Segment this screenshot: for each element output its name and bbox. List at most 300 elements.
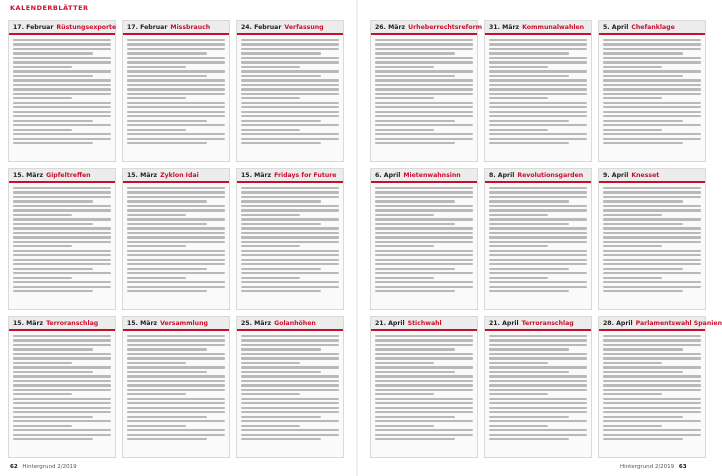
text-line	[13, 416, 93, 418]
text-line	[603, 57, 701, 59]
text-line	[13, 70, 111, 72]
text-line	[375, 75, 455, 77]
card-header	[9, 317, 115, 331]
text-line	[489, 102, 587, 104]
text-line	[13, 52, 93, 54]
text-line	[489, 75, 569, 77]
text-line	[241, 205, 339, 207]
text-line	[13, 227, 111, 229]
card-body-text	[599, 35, 705, 144]
text-line	[241, 434, 339, 436]
text-line	[13, 75, 93, 77]
text-line	[603, 200, 683, 202]
text-line	[489, 187, 587, 189]
text-line	[241, 411, 339, 413]
card-topic: Missbrauch	[170, 23, 211, 31]
card-topic: Chefanklage	[631, 23, 675, 31]
text-line	[489, 380, 587, 382]
text-line	[241, 120, 321, 122]
text-line	[127, 218, 225, 220]
text-line	[241, 348, 321, 350]
card-date: 17. Februar	[13, 23, 54, 31]
text-line	[489, 43, 587, 45]
text-line	[375, 111, 473, 113]
text-line	[13, 250, 111, 252]
text-line	[13, 124, 111, 126]
text-line	[489, 115, 587, 117]
card-header	[123, 169, 229, 183]
text-line	[241, 272, 339, 274]
text-line	[603, 236, 701, 238]
calendar-card	[122, 20, 230, 162]
text-line	[241, 232, 339, 234]
text-line	[13, 218, 111, 220]
text-line	[241, 115, 339, 117]
text-line	[489, 434, 587, 436]
text-line	[489, 88, 587, 90]
text-line	[241, 281, 339, 283]
card-date: 21. April	[375, 319, 405, 327]
text-line	[127, 39, 225, 41]
text-line	[489, 61, 587, 63]
text-line	[375, 393, 434, 395]
card-topic: Terroranschlag	[521, 319, 574, 327]
text-line	[127, 129, 186, 131]
text-line	[375, 205, 473, 207]
text-line	[603, 39, 701, 41]
text-line	[127, 335, 225, 337]
text-line	[489, 124, 587, 126]
text-line	[241, 223, 321, 225]
text-line	[241, 97, 300, 99]
card-header	[599, 21, 705, 35]
text-line	[241, 39, 339, 41]
text-line	[603, 425, 662, 427]
text-line	[375, 88, 473, 90]
text-line	[603, 366, 701, 368]
text-line	[603, 232, 701, 234]
text-line	[489, 241, 587, 243]
text-line	[13, 102, 111, 104]
card-body-text	[371, 183, 477, 292]
calendar-card	[598, 168, 706, 310]
text-line	[241, 124, 339, 126]
text-line	[375, 102, 473, 104]
card-body-text	[485, 331, 591, 440]
text-line	[13, 79, 111, 81]
text-line	[13, 339, 111, 341]
text-line	[13, 411, 111, 413]
text-line	[375, 39, 473, 41]
text-line	[127, 43, 225, 45]
text-line	[127, 66, 186, 68]
text-line	[375, 339, 473, 341]
text-line	[241, 384, 339, 386]
page-gutter	[356, 0, 358, 476]
text-line	[241, 277, 300, 279]
text-line	[13, 191, 111, 193]
text-line	[489, 214, 548, 216]
text-line	[489, 111, 587, 113]
text-line	[13, 371, 93, 373]
text-line	[13, 290, 93, 292]
text-line	[489, 268, 569, 270]
text-line	[127, 120, 207, 122]
text-line	[241, 102, 339, 104]
text-line	[13, 196, 111, 198]
card-date: 25. März	[241, 319, 272, 327]
text-line	[13, 66, 72, 68]
text-line	[13, 272, 111, 274]
text-line	[375, 97, 434, 99]
text-line	[375, 420, 473, 422]
text-line	[127, 124, 225, 126]
text-line	[603, 218, 701, 220]
calendar-card	[370, 168, 478, 310]
text-line	[603, 223, 683, 225]
text-line	[489, 106, 587, 108]
text-line	[241, 196, 339, 198]
text-line	[603, 245, 662, 247]
text-line	[489, 236, 587, 238]
card-header	[237, 21, 343, 35]
card-date: 9. April	[603, 171, 629, 179]
card-date: 17. Februar	[127, 23, 168, 31]
card-body-text	[123, 35, 229, 144]
text-line	[489, 70, 587, 72]
text-line	[603, 70, 701, 72]
text-line	[375, 286, 473, 288]
text-line	[375, 438, 455, 440]
text-line	[489, 52, 569, 54]
text-line	[603, 348, 683, 350]
text-line	[603, 259, 701, 261]
section-header: KALENDERBLÄTTER	[10, 4, 89, 12]
card-header	[123, 21, 229, 35]
text-line	[241, 133, 339, 135]
card-topic: Mietenwahnsinn	[403, 171, 461, 179]
text-line	[127, 357, 225, 359]
text-line	[375, 209, 473, 211]
text-line	[127, 339, 225, 341]
text-line	[13, 57, 111, 59]
text-line	[375, 57, 473, 59]
text-line	[241, 393, 300, 395]
text-line	[603, 79, 701, 81]
text-line	[13, 241, 111, 243]
card-date: 15. März	[127, 319, 158, 327]
text-line	[489, 348, 569, 350]
text-line	[13, 366, 111, 368]
right-card-grid	[370, 20, 722, 460]
text-line	[127, 290, 207, 292]
calendar-card	[122, 168, 230, 310]
text-line	[603, 52, 683, 54]
text-line	[241, 43, 339, 45]
text-line	[13, 133, 111, 135]
text-line	[127, 344, 225, 346]
text-line	[241, 402, 339, 404]
text-line	[13, 348, 93, 350]
card-body-text	[485, 183, 591, 292]
text-line	[489, 57, 587, 59]
text-line	[375, 214, 434, 216]
text-line	[127, 371, 207, 373]
card-body-text	[237, 331, 343, 440]
text-line	[375, 290, 455, 292]
text-line	[375, 133, 473, 135]
text-line	[13, 209, 111, 211]
text-line	[13, 402, 111, 404]
text-line	[13, 43, 111, 45]
text-line	[603, 353, 701, 355]
text-line	[375, 84, 473, 86]
right-page	[370, 20, 722, 460]
card-body-text	[237, 35, 343, 144]
text-line	[603, 75, 683, 77]
text-line	[241, 70, 339, 72]
card-topic: Fridays for Future	[274, 171, 337, 179]
text-line	[603, 124, 701, 126]
text-line	[241, 48, 339, 50]
text-line	[241, 88, 339, 90]
card-header	[599, 169, 705, 183]
text-line	[489, 245, 548, 247]
text-line	[603, 209, 701, 211]
text-line	[127, 88, 225, 90]
text-line	[241, 52, 321, 54]
calendar-card	[236, 168, 344, 310]
text-line	[375, 196, 473, 198]
text-line	[489, 411, 587, 413]
text-line	[13, 425, 72, 427]
text-line	[241, 214, 300, 216]
text-line	[241, 75, 321, 77]
text-line	[489, 335, 587, 337]
issue-label: Hintergrund 2/2019	[22, 464, 77, 470]
text-line	[603, 254, 701, 256]
text-line	[241, 227, 339, 229]
text-line	[13, 357, 111, 359]
calendar-card	[484, 20, 592, 162]
text-line	[489, 357, 587, 359]
text-line	[489, 97, 548, 99]
calendar-card	[598, 316, 722, 458]
text-line	[375, 384, 473, 386]
text-line	[489, 129, 548, 131]
text-line	[127, 263, 225, 265]
text-line	[241, 398, 339, 400]
text-line	[241, 245, 300, 247]
text-line	[375, 106, 473, 108]
text-line	[489, 286, 587, 288]
text-line	[375, 124, 473, 126]
text-line	[127, 57, 225, 59]
text-line	[489, 259, 587, 261]
text-line	[241, 209, 339, 211]
text-line	[127, 61, 225, 63]
text-line	[127, 389, 225, 391]
text-line	[489, 209, 587, 211]
text-line	[241, 375, 339, 377]
text-line	[603, 93, 701, 95]
card-date: 6. April	[375, 171, 401, 179]
text-line	[13, 84, 111, 86]
card-topic: Gipfeltreffen	[46, 171, 91, 179]
text-line	[375, 259, 473, 261]
card-header	[485, 169, 591, 183]
card-header	[9, 169, 115, 183]
text-line	[489, 79, 587, 81]
text-line	[375, 357, 473, 359]
text-line	[603, 66, 662, 68]
text-line	[489, 223, 569, 225]
text-line	[241, 106, 339, 108]
text-line	[375, 232, 473, 234]
card-body-text	[237, 183, 343, 292]
text-line	[127, 75, 207, 77]
text-line	[13, 200, 93, 202]
text-line	[241, 200, 321, 202]
text-line	[375, 223, 455, 225]
text-line	[13, 39, 111, 41]
text-line	[127, 380, 225, 382]
card-topic: Zyklon Idai	[160, 171, 199, 179]
text-line	[603, 263, 701, 265]
text-line	[13, 398, 111, 400]
card-date: 15. März	[13, 171, 44, 179]
text-line	[375, 277, 434, 279]
text-line	[127, 245, 186, 247]
card-header	[599, 317, 722, 331]
card-topic: Parlamentswahl Spanien	[635, 319, 722, 327]
card-body-text	[371, 35, 477, 144]
text-line	[603, 129, 662, 131]
text-line	[603, 48, 701, 50]
text-line	[603, 398, 701, 400]
page-number: 63	[678, 464, 687, 470]
text-line	[603, 339, 701, 341]
text-line	[127, 232, 225, 234]
text-line	[603, 384, 701, 386]
text-line	[489, 420, 587, 422]
card-date: 15. März	[13, 319, 44, 327]
text-line	[489, 416, 569, 418]
text-line	[241, 371, 321, 373]
text-line	[127, 254, 225, 256]
text-line	[13, 362, 72, 364]
text-line	[13, 353, 111, 355]
text-line	[127, 205, 225, 207]
text-line	[603, 290, 683, 292]
card-body-text	[485, 35, 591, 144]
text-line	[127, 236, 225, 238]
text-line	[127, 348, 207, 350]
text-line	[489, 429, 587, 431]
text-line	[603, 281, 701, 283]
text-line	[603, 286, 701, 288]
text-line	[489, 254, 587, 256]
text-line	[241, 236, 339, 238]
text-line	[241, 380, 339, 382]
text-line	[13, 214, 72, 216]
text-line	[603, 438, 683, 440]
text-line	[127, 97, 186, 99]
text-line	[375, 416, 455, 418]
text-line	[127, 93, 225, 95]
text-line	[241, 218, 339, 220]
text-line	[241, 416, 321, 418]
text-line	[489, 407, 587, 409]
text-line	[489, 227, 587, 229]
text-line	[489, 366, 587, 368]
text-line	[13, 142, 93, 144]
text-line	[375, 402, 473, 404]
text-line	[603, 380, 701, 382]
text-line	[603, 191, 701, 193]
text-line	[127, 106, 225, 108]
text-line	[375, 263, 473, 265]
text-line	[603, 214, 662, 216]
text-line	[375, 52, 455, 54]
card-body-text	[371, 331, 477, 440]
calendar-card	[236, 316, 344, 458]
text-line	[489, 398, 587, 400]
text-line	[375, 66, 434, 68]
card-header	[237, 169, 343, 183]
text-line	[241, 268, 321, 270]
text-line	[127, 133, 225, 135]
text-line	[127, 102, 225, 104]
card-body-text	[599, 331, 705, 440]
card-topic: Kommunalwahlen	[522, 23, 585, 31]
text-line	[375, 218, 473, 220]
text-line	[375, 434, 473, 436]
text-line	[13, 429, 111, 431]
text-line	[603, 205, 701, 207]
calendar-card	[370, 20, 483, 162]
text-line	[375, 142, 455, 144]
text-line	[603, 371, 683, 373]
text-line	[127, 200, 207, 202]
text-line	[241, 425, 300, 427]
text-line	[127, 241, 225, 243]
left-page	[8, 20, 344, 460]
text-line	[241, 263, 339, 265]
text-line	[603, 187, 701, 189]
text-line	[241, 138, 339, 140]
text-line	[603, 411, 701, 413]
text-line	[375, 335, 473, 337]
text-line	[375, 348, 455, 350]
text-line	[489, 353, 587, 355]
calendar-card	[598, 20, 706, 162]
text-line	[13, 389, 111, 391]
text-line	[375, 93, 473, 95]
card-date: 8. April	[489, 171, 515, 179]
text-line	[241, 290, 321, 292]
text-line	[489, 339, 587, 341]
text-line	[127, 416, 207, 418]
text-line	[603, 133, 701, 135]
text-line	[603, 97, 662, 99]
calendar-card	[236, 20, 344, 162]
text-line	[489, 250, 587, 252]
text-line	[13, 277, 72, 279]
text-line	[375, 344, 473, 346]
card-header	[485, 21, 591, 35]
text-line	[13, 393, 72, 395]
